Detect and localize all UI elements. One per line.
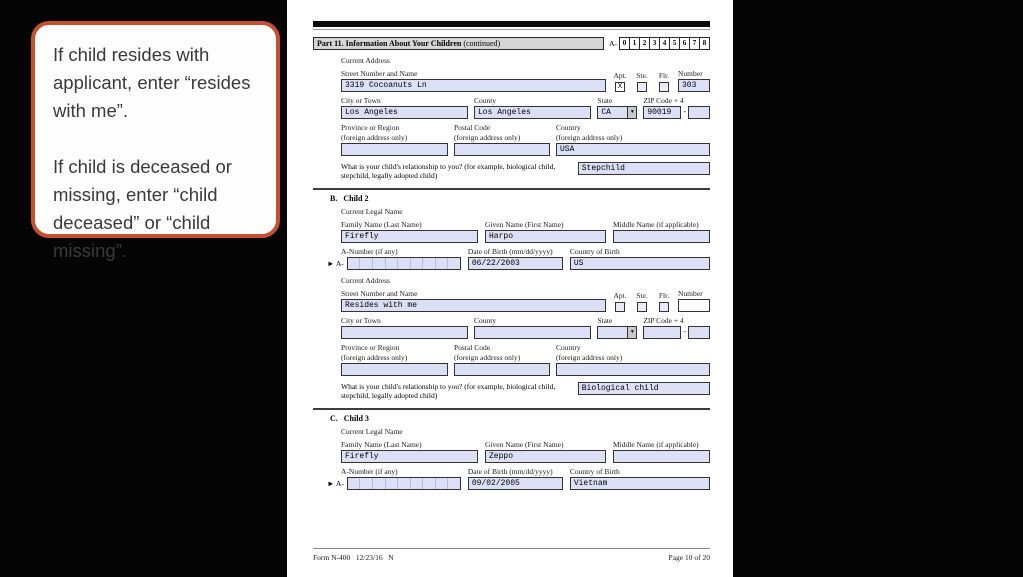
child2-birth-country-field[interactable]: US bbox=[570, 257, 710, 270]
zip-label: ZIP Code + 4 bbox=[643, 316, 684, 325]
family-name-label: Family Name (Last Name) bbox=[341, 220, 422, 229]
child3-middle-group bbox=[613, 440, 710, 463]
child2-given-group bbox=[485, 220, 606, 243]
instruction-callout bbox=[31, 21, 280, 261]
section-separator bbox=[313, 188, 710, 190]
given-name-label: Given Name (First Name) bbox=[485, 220, 564, 229]
form-content bbox=[313, 0, 710, 490]
a-digit: 1 bbox=[629, 37, 640, 50]
child1-city-field[interactable]: Los Angeles bbox=[341, 106, 468, 119]
foreign-only-label: (foreign address only) bbox=[341, 133, 408, 142]
zip-label: ZIP Code + 4 bbox=[643, 96, 684, 105]
part-title-continued: (continued) bbox=[461, 39, 501, 48]
province-label: Province or Region bbox=[341, 343, 400, 352]
country-label: Country bbox=[556, 123, 581, 132]
ste-label: Ste. bbox=[636, 71, 648, 80]
zip-dash: - bbox=[683, 327, 686, 336]
child3-family-group bbox=[341, 440, 478, 463]
flr-label: Flr. bbox=[658, 71, 670, 80]
birth-country-label: Country of Birth bbox=[569, 247, 620, 256]
child1-zip4-field[interactable] bbox=[688, 106, 710, 119]
child1-flr-group bbox=[656, 71, 672, 92]
child2-country-group bbox=[556, 343, 710, 376]
child2-middle-group bbox=[613, 220, 710, 243]
state-label: State bbox=[597, 96, 613, 105]
ste-label: Ste. bbox=[636, 291, 648, 300]
child2-anumber-field[interactable] bbox=[347, 257, 461, 270]
child1-current-address-label: Current Address bbox=[341, 56, 390, 65]
child2-province-field[interactable] bbox=[341, 363, 448, 376]
child2-middle-field[interactable] bbox=[613, 230, 710, 243]
child2-apt-group bbox=[612, 291, 628, 312]
middle-name-label: Middle Name (if applicable) bbox=[613, 220, 699, 229]
form-page bbox=[287, 0, 733, 577]
child2-ste-group bbox=[634, 291, 650, 312]
county-label: County bbox=[474, 316, 497, 325]
child3-heading: C. Child 3 bbox=[330, 414, 369, 423]
child2-city-group bbox=[341, 316, 468, 339]
section-separator bbox=[313, 408, 710, 410]
child1-flr-checkbox[interactable] bbox=[659, 82, 669, 92]
child2-zip4-field[interactable] bbox=[688, 326, 710, 339]
child2-province-group bbox=[341, 343, 448, 376]
flr-label: Flr. bbox=[658, 291, 670, 300]
child2-city-row bbox=[341, 316, 710, 339]
child2-name-row bbox=[341, 220, 710, 243]
a-digit: 2 bbox=[639, 37, 650, 50]
child2-given-field[interactable]: Harpo bbox=[485, 230, 606, 243]
child3-family-field[interactable]: Firefly bbox=[341, 450, 478, 463]
country-label: Country bbox=[556, 343, 581, 352]
child1-county-group bbox=[474, 96, 591, 119]
child1-country-group bbox=[556, 123, 710, 156]
child1-state-field[interactable]: CA bbox=[597, 106, 627, 119]
apt-label: Apt. bbox=[613, 291, 627, 300]
barcode-bar bbox=[313, 21, 710, 27]
a-number-label: A-Number (if any) bbox=[341, 247, 398, 256]
number-label: Number bbox=[678, 289, 703, 298]
child3-birth-country-group bbox=[570, 467, 710, 490]
child1-city-row bbox=[341, 96, 710, 119]
child1-street-group bbox=[341, 69, 606, 92]
relationship-question: What is your child's relationship to you? (for example, biological child, stepchild, legally adopted child) bbox=[341, 162, 556, 180]
a-digit: 0 bbox=[619, 37, 630, 50]
given-name-label: Given Name (First Name) bbox=[485, 440, 564, 449]
child1-ste-checkbox[interactable] bbox=[637, 82, 647, 92]
postal-label: Postal Code bbox=[454, 123, 491, 132]
state-dropdown-icon[interactable]: ▼ bbox=[627, 326, 637, 339]
child2-zip-group bbox=[643, 316, 710, 339]
a-number-arrow-prefix: ► A- bbox=[327, 259, 344, 268]
a-number-header[interactable] bbox=[609, 37, 710, 50]
child2-state-group bbox=[597, 316, 637, 339]
foreign-only-label: (foreign address only) bbox=[454, 353, 521, 362]
street-label: Street Number and Name bbox=[341, 289, 418, 298]
child2-postal-field[interactable] bbox=[454, 363, 550, 376]
child1-relationship-field[interactable]: Stepchild bbox=[578, 162, 710, 175]
a-number-label: A-Number (if any) bbox=[341, 467, 398, 476]
postal-label: Postal Code bbox=[454, 343, 491, 352]
child2-heading: B. Child 2 bbox=[330, 194, 369, 203]
street-label: Street Number and Name bbox=[341, 69, 418, 78]
child1-zip-group bbox=[643, 96, 710, 119]
child1-apt-checkbox[interactable]: X bbox=[615, 82, 625, 92]
a-digit: 6 bbox=[679, 37, 690, 50]
child2-relationship-field[interactable]: Biological child bbox=[578, 382, 710, 395]
child3-anumber-row bbox=[327, 467, 710, 490]
a-digit: 8 bbox=[699, 37, 710, 50]
child3-dob-group bbox=[468, 467, 563, 490]
child2-street-group bbox=[341, 289, 606, 312]
a-digit: 3 bbox=[649, 37, 660, 50]
relationship-question: What is your child's relationship to you? (for example, biological child, stepchild, legally adopted child) bbox=[341, 382, 556, 400]
part-title-bold: Part 11. Information About Your Children bbox=[317, 39, 462, 48]
child2-state-field[interactable] bbox=[597, 326, 627, 339]
child1-unit-number-field[interactable]: 303 bbox=[678, 79, 710, 92]
a-number-arrow-prefix: ► A- bbox=[327, 479, 344, 488]
child2-unit-number-field[interactable] bbox=[678, 299, 710, 312]
child2-street-row bbox=[341, 289, 710, 312]
a-number-prefix: A- bbox=[609, 39, 617, 48]
child2-dob-field[interactable]: 06/22/2003 bbox=[468, 257, 563, 270]
state-label: State bbox=[597, 316, 613, 325]
child2-anumber-row bbox=[327, 247, 710, 270]
form-edition-label: Form N-400 12/23/16 N bbox=[313, 553, 394, 562]
province-label: Province or Region bbox=[341, 123, 400, 132]
child3-legal-name-label: Current Legal Name bbox=[341, 427, 403, 436]
child2-dob-group bbox=[468, 247, 563, 270]
county-label: County bbox=[474, 96, 497, 105]
child2-city-field[interactable] bbox=[341, 326, 468, 339]
child1-street-field[interactable]: 3319 Cocoanuts Ln bbox=[341, 79, 606, 92]
child2-family-field[interactable]: Firefly bbox=[341, 230, 478, 243]
child3-name-row bbox=[341, 440, 710, 463]
part-title bbox=[313, 37, 604, 50]
callout-paragraph-1: If child resides with applicant, enter “resides with me”. bbox=[53, 44, 251, 121]
child2-anumber-group bbox=[327, 247, 461, 270]
child3-given-field[interactable]: Zeppo bbox=[485, 450, 606, 463]
city-label: City or Town bbox=[341, 96, 381, 105]
a-digit: 7 bbox=[689, 37, 700, 50]
foreign-only-label: (foreign address only) bbox=[556, 353, 623, 362]
child2-street-field[interactable]: Resides with me bbox=[341, 299, 606, 312]
child2-county-group bbox=[474, 316, 591, 339]
a-digit: 5 bbox=[669, 37, 680, 50]
top-rule bbox=[313, 29, 710, 30]
child2-flr-checkbox[interactable] bbox=[659, 302, 669, 312]
child3-middle-field[interactable] bbox=[613, 450, 710, 463]
foreign-only-label: (foreign address only) bbox=[341, 353, 408, 362]
child3-dob-field[interactable]: 09/02/2005 bbox=[468, 477, 563, 490]
family-name-label: Family Name (Last Name) bbox=[341, 440, 422, 449]
child1-apt-group bbox=[612, 71, 628, 92]
zip-dash: - bbox=[683, 107, 686, 116]
city-label: City or Town bbox=[341, 316, 381, 325]
child1-county-field[interactable]: Los Angeles bbox=[474, 106, 591, 119]
child2-foreign-row bbox=[341, 343, 710, 376]
state-dropdown-icon[interactable]: ▼ bbox=[627, 106, 637, 119]
child2-zip-field[interactable] bbox=[643, 326, 681, 339]
child2-flr-group bbox=[656, 291, 672, 312]
child1-street-row bbox=[341, 69, 710, 92]
child2-legal-name-label: Current Legal Name bbox=[341, 207, 403, 216]
dob-label: Date of Birth (mm/dd/yyyy) bbox=[467, 467, 553, 476]
child2-county-field[interactable] bbox=[474, 326, 591, 339]
dob-label: Date of Birth (mm/dd/yyyy) bbox=[467, 247, 553, 256]
middle-name-label: Middle Name (if applicable) bbox=[613, 440, 699, 449]
page-footer bbox=[313, 548, 710, 562]
child1-relationship-row bbox=[341, 162, 710, 180]
child3-anumber-field[interactable] bbox=[347, 477, 461, 490]
child2-apt-checkbox[interactable] bbox=[615, 302, 625, 312]
child2-relationship-row bbox=[341, 382, 710, 400]
a-number-digit-boxes bbox=[619, 37, 710, 50]
child2-country-field[interactable] bbox=[556, 363, 710, 376]
child1-ste-group bbox=[634, 71, 650, 92]
child1-postal-field[interactable] bbox=[454, 143, 550, 156]
child1-state-group bbox=[597, 96, 637, 119]
child3-birth-country-field[interactable]: Vietnam bbox=[570, 477, 710, 490]
child2-family-group bbox=[341, 220, 478, 243]
birth-country-label: Country of Birth bbox=[569, 467, 620, 476]
child1-zip-field[interactable]: 90019 bbox=[643, 106, 681, 119]
child3-anumber-group bbox=[327, 467, 461, 490]
child2-unit-number-group bbox=[678, 289, 710, 312]
apt-label: Apt. bbox=[613, 71, 627, 80]
child2-postal-group bbox=[454, 343, 550, 376]
child1-postal-group bbox=[454, 123, 550, 156]
a-digit: 4 bbox=[659, 37, 670, 50]
callout-paragraph-2: If child is deceased or missing, enter “child deceased” or “child missing”. bbox=[53, 156, 232, 261]
foreign-only-label: (foreign address only) bbox=[556, 133, 623, 142]
number-label: Number bbox=[678, 69, 703, 78]
child1-province-group bbox=[341, 123, 448, 156]
child2-ste-checkbox[interactable] bbox=[637, 302, 647, 312]
child1-province-field[interactable] bbox=[341, 143, 448, 156]
child1-unit-number-group bbox=[678, 69, 710, 92]
part-header-row bbox=[313, 37, 710, 50]
child1-city-group bbox=[341, 96, 468, 119]
foreign-only-label: (foreign address only) bbox=[454, 133, 521, 142]
child2-current-address-label: Current Address bbox=[341, 276, 390, 285]
child3-given-group bbox=[485, 440, 606, 463]
child1-country-field[interactable]: USA bbox=[556, 143, 710, 156]
page-number-label: Page 10 of 20 bbox=[668, 553, 710, 562]
child1-foreign-row bbox=[341, 123, 710, 156]
child2-birth-country-group bbox=[570, 247, 710, 270]
